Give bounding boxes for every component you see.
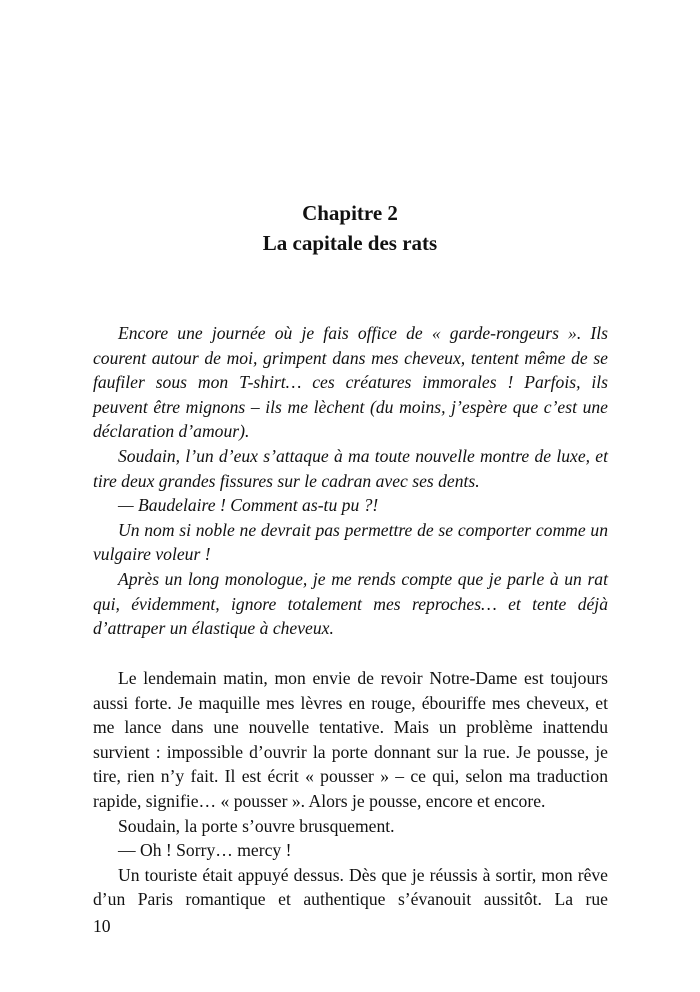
paragraph: Soudain, l’un d’eux s’attaque à ma toute nouvelle montre de luxe, et tire deux grandes fissures sur le cadran avec ses dents. [93, 445, 608, 491]
page-number: 10 [93, 916, 111, 936]
italic-passage [93, 321, 608, 641]
paragraph: Après un long monologue, je me rends compte que je parle à un rat qui, évidemment, ignore totalement mes reproches… et tente déjà d’attraper un élastique à cheveux. [93, 568, 608, 639]
chapter-title: La capitale des rats [262, 231, 438, 255]
dialogue-line: — Oh ! Sorry… mercy ! [118, 840, 292, 861]
paragraph: Encore une journée où je fais office de « garde-rongeurs ». Ils courent autour de moi, grimpent dans mes cheveux, tentent même de se faufiler sous mon T-shirt… ces créatures immorales ! Parfois, ils peuvent être mignons – ils me lèchent (du moins, j’espère que c’est une déclaration d’amour). [93, 323, 608, 442]
dialogue-line: — Baudelaire ! Comment as-tu pu ?! [118, 495, 379, 516]
paragraph: Un nom si noble ne devrait pas permettre de se comporter comme un vulgaire voleur ! [93, 519, 608, 565]
chapter-number: Chapitre 2 [302, 201, 398, 225]
paragraph: Le lendemain matin, mon envie de revoir Notre-Dame est toujours aussi forte. Je maquille mes lèvres en rouge, ébouriffe mes cheveux, et me lance dans une nouvelle tentative. Mais un problème inattendu survient : impossible d’ouvrir la porte donnant sur la rue. Je pousse, je tire, rien n’y fait. Il est écrit « pousser » – ce qui, selon ma traduction rapide, signifie… « pousser ». Alors je pousse, encore et encore. [93, 668, 608, 811]
main-passage [93, 666, 608, 912]
paragraph: Soudain, la porte s’ouvre brusquement. [118, 815, 395, 836]
paragraph: Un touriste était appuyé dessus. Dès que je réussis à sortir, mon rêve d’un Paris romantique et authentique s’évanouit aussitôt. La rue [93, 864, 608, 910]
